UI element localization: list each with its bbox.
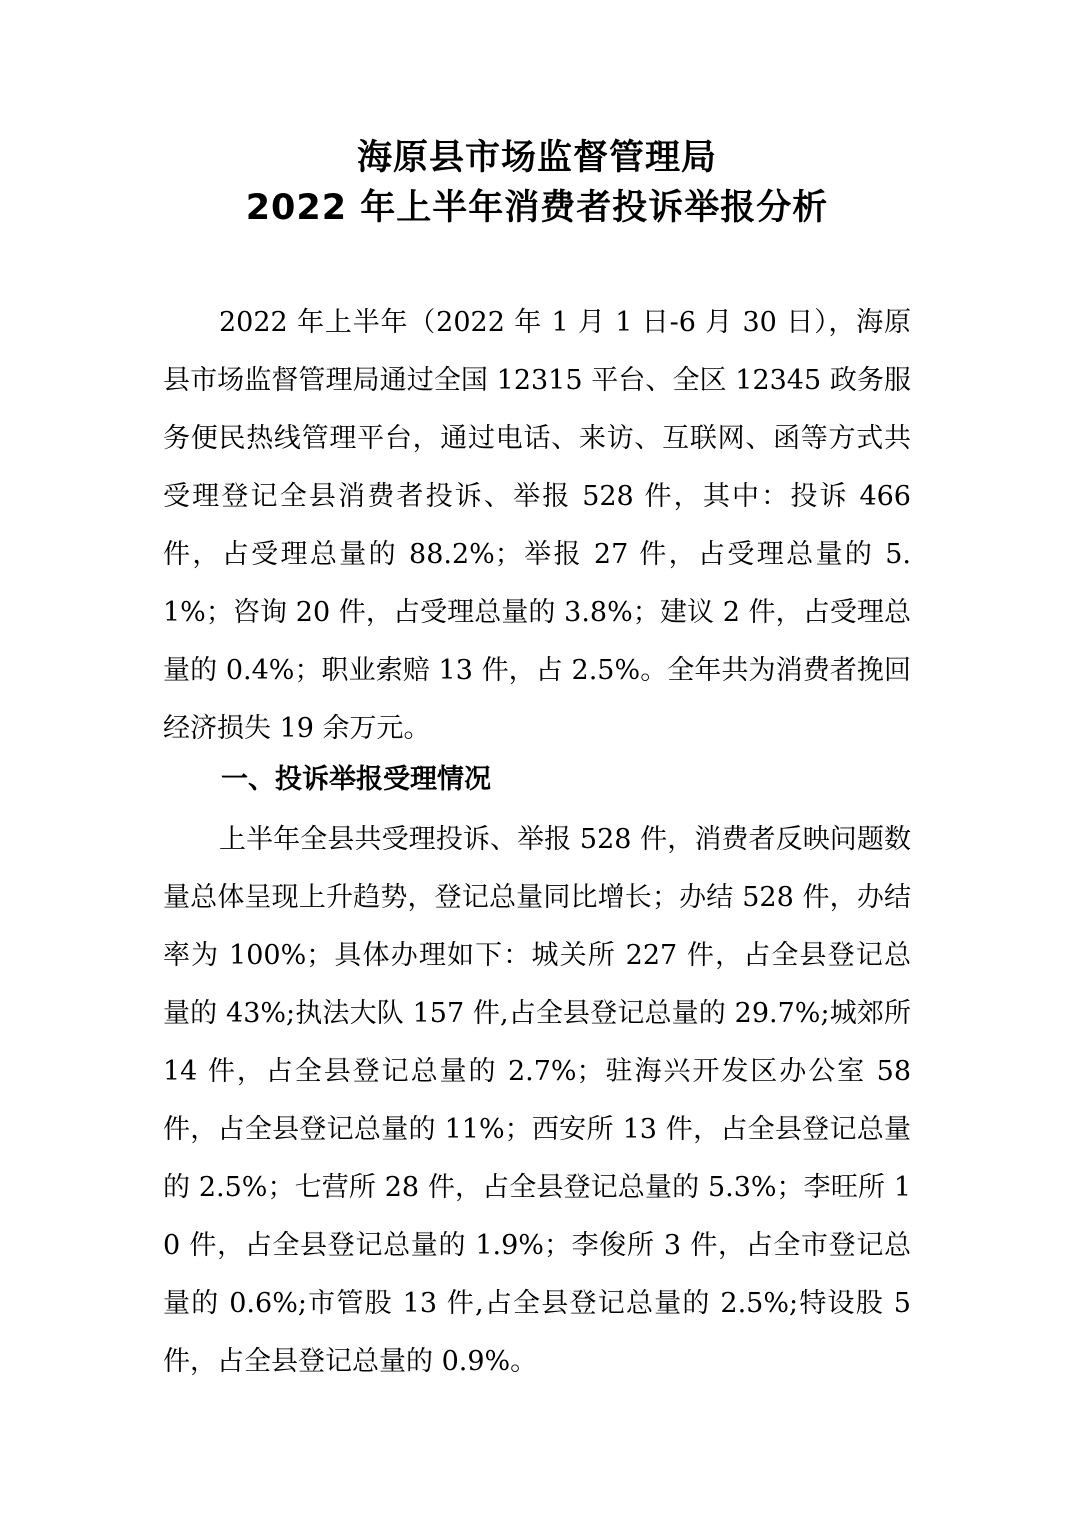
intro-paragraph: 2022 年上半年（2022 年 1 月 1 日-6 月 30 日），海原县市场监督管理局通过全国 12315 平台、全区 12345 政务服务便民热线管理平台，通过电话、来访、互联网、函等方式共受理登记全县消费者投诉、举报 528 件，其中：投诉 466 件，占受理总量的 88.2%；举报 27 件，占受理总量的 5.1%；咨询 20 件，占受理总量的 3.8%；建议 2 件，占受理总量的 0.4%；职业索赔 13 件，占 2.5%。全年共为消费者挽回经济损失 19 余万元。 bbox=[163, 307, 911, 744]
document-title-line2: 2022 年上半年消费者投诉举报分析 bbox=[245, 188, 829, 228]
document-title-line1: 海原县市场监督管理局 bbox=[356, 138, 717, 178]
section-paragraph: 上半年全县共受理投诉、举报 528 件，消费者反映问题数量总体呈现上升趋势，登记总量同比增长；办结 528 件，办结率为 100%；具体办理如下：城关所 227 件，占全县登记总量的 43%;执法大队 157 件,占全县登记总量的 29.7%;城郊所 14 件，占全县登记总量的 2.7%；驻海兴开发区办公室 58 件，占全县登记总量的 11%；西安所 13 件，占全县登记总量的 2.5%；七营所 28 件，占全县登记总量的 5.3%；李旺所 10 件，占全县登记总量的 1.9%；李俊所 3 件，占全市登记总量的 0.6%;市管股 13 件,占全县登记总量的 2.5%;特设股 5 件，占全县登记总量的 0.9%。 bbox=[163, 824, 911, 1377]
section-heading: 一、投诉举报受理情况 bbox=[221, 764, 491, 795]
